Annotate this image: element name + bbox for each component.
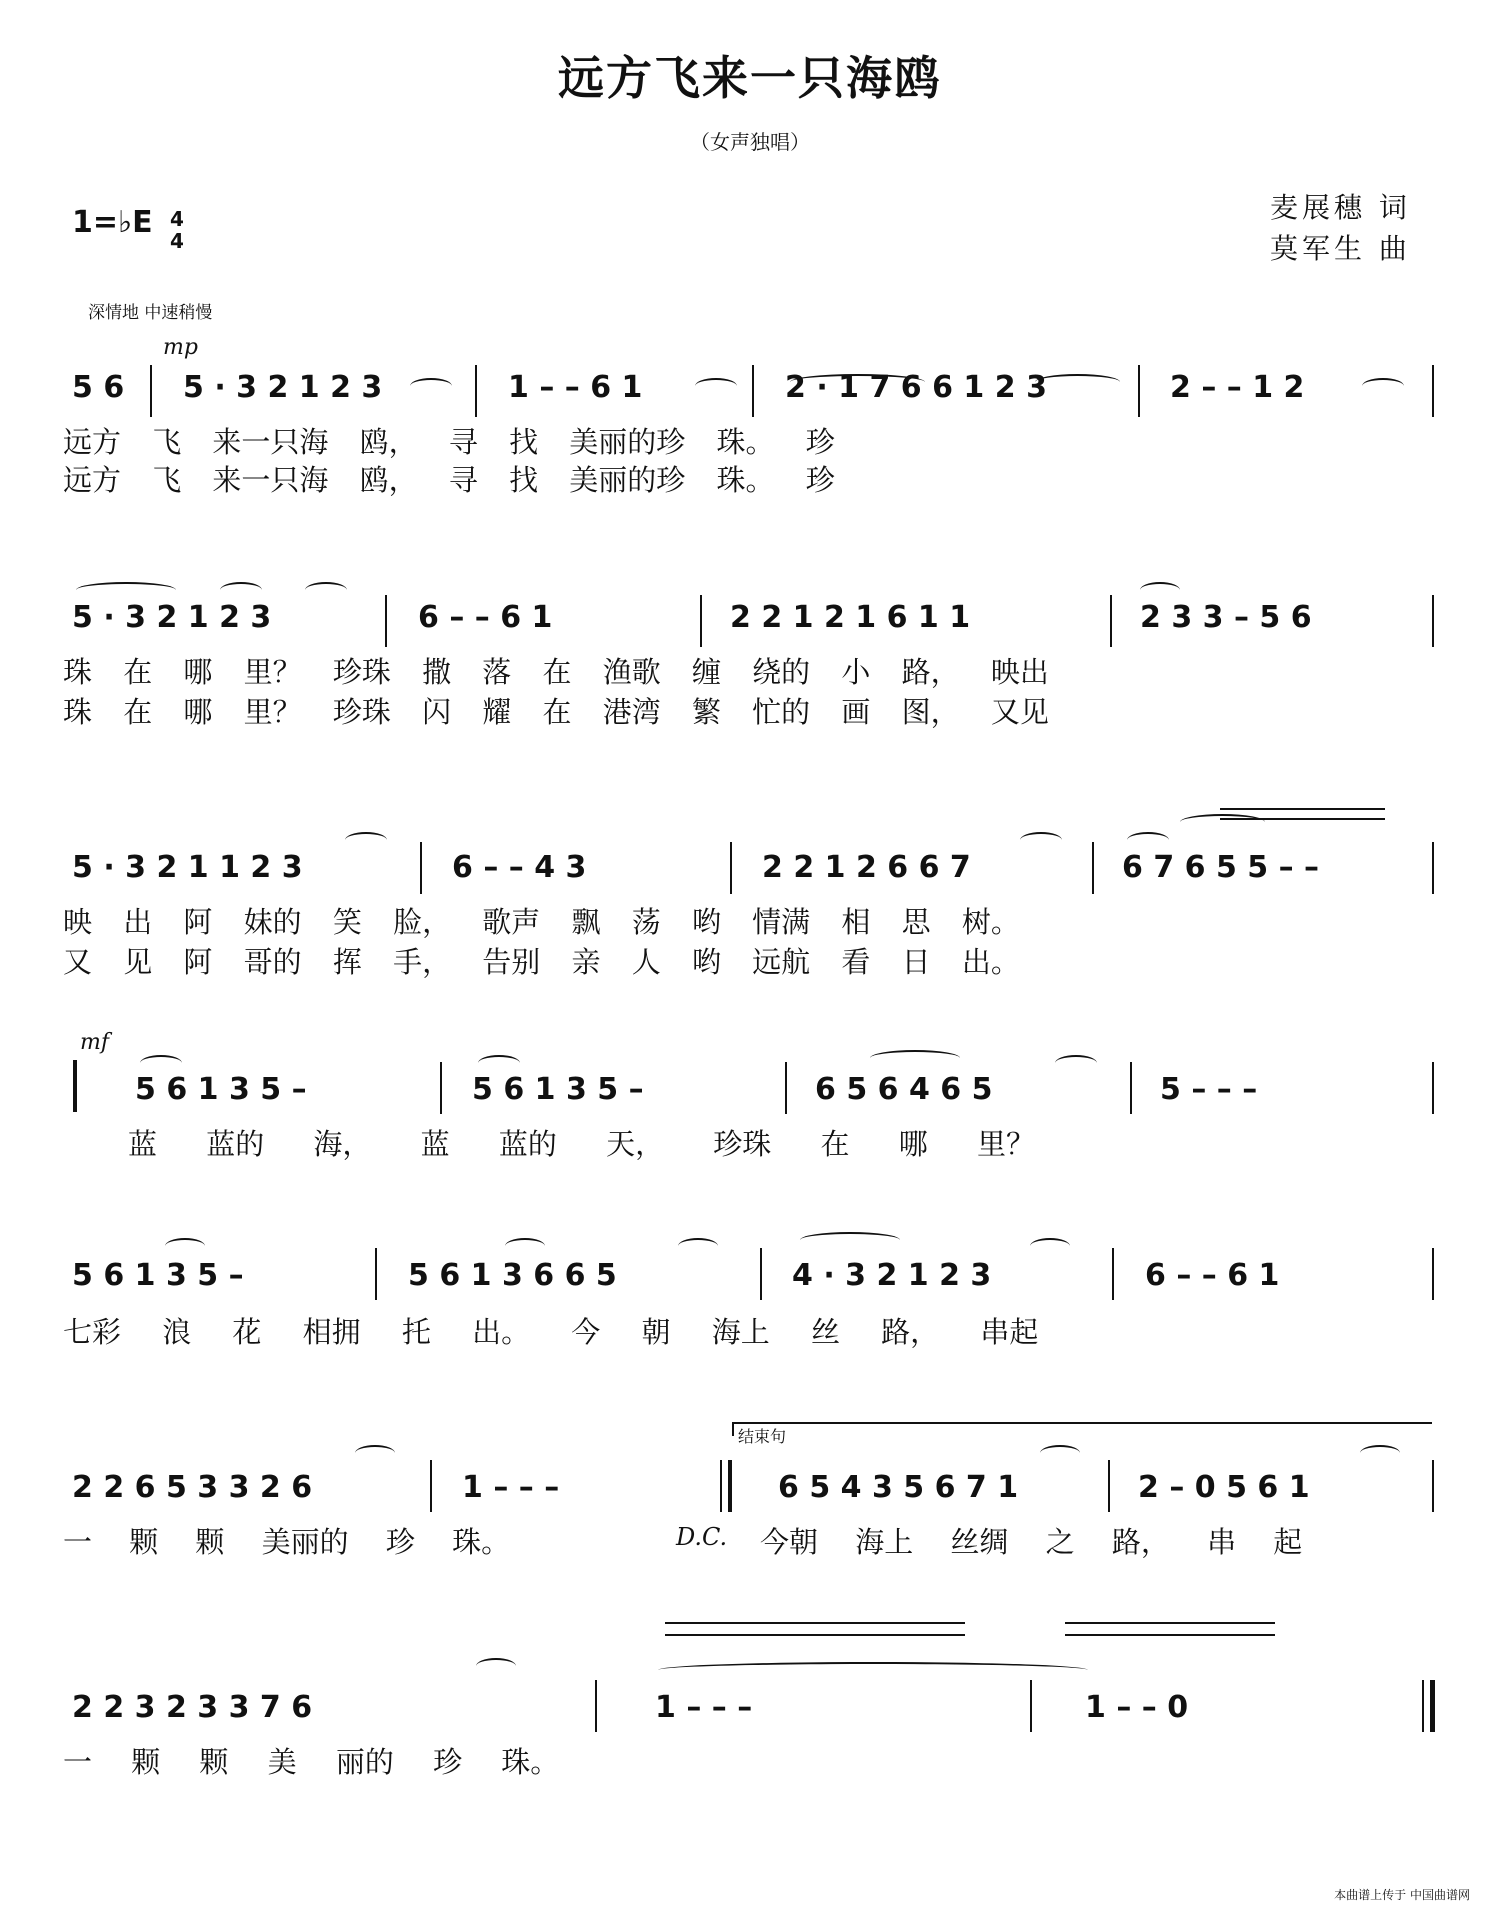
notes-measure: 2 2 6 5 3 3 2 6: [72, 1470, 313, 1505]
bar-line: [1432, 842, 1434, 894]
slur: [165, 1238, 205, 1254]
repeat-start-bar: [73, 1060, 77, 1112]
lyrics-verse-2: 远方 飞 来一只海 鸥， 寻 找 美丽的珍 珠。 珍: [63, 463, 835, 497]
final-bar-thick: [1430, 1680, 1435, 1732]
slur: [1360, 1445, 1400, 1461]
dynamic-mf: mf: [80, 1030, 110, 1055]
bar-line: [595, 1680, 597, 1732]
slur: [345, 832, 387, 848]
bar-line: [760, 1248, 762, 1300]
bar-line: [700, 595, 702, 647]
lyrics-verse-1: 珠 在 哪 里？ 珍珠 撒 落 在 渔歌 缠 绕的 小 路， 映出: [63, 655, 1049, 689]
notes-measure: 2 – 0 5 6 1: [1138, 1470, 1310, 1505]
notes-measure: 5 6 1 3 5 –: [135, 1072, 307, 1107]
tie: [658, 1662, 1088, 1678]
bar-line: [375, 1248, 377, 1300]
bar-line: [1432, 1062, 1434, 1114]
bar-line: [475, 365, 477, 417]
notes-measure: 6 5 4 3 5 6 7 1: [778, 1470, 1019, 1505]
slur: [505, 1238, 545, 1254]
notes-measure: 5 6: [72, 370, 125, 405]
notes-measure: 5 6 1 3 5 –: [72, 1258, 244, 1293]
repeat-end-bar-thin: [720, 1460, 722, 1512]
notes-measure: 5 – – –: [1160, 1072, 1258, 1107]
notes-measure: 5 · 3 2 1 2 3: [72, 600, 272, 635]
bar-line: [785, 1062, 787, 1114]
decrescendo-hairpin: [1065, 1634, 1275, 1637]
slur: [1180, 814, 1265, 830]
da-capo-marking: D.C.: [676, 1523, 728, 1551]
notes-measure: 1 – – –: [655, 1690, 753, 1725]
notes-measure: 5 · 3 2 1 1 2 3: [72, 850, 303, 885]
bar-line: [1432, 1460, 1434, 1512]
bar-line: [430, 1460, 432, 1512]
notes-measure: 5 · 3 2 1 2 3: [183, 370, 383, 405]
lyrics-verse-1: 一 颗 颗 美 丽的 珍 珠。: [63, 1745, 560, 1779]
footer-watermark: 本曲谱上传于 中国曲谱网: [1334, 1888, 1470, 1902]
slur: [1055, 1055, 1097, 1071]
bar-line: [1108, 1460, 1110, 1512]
lyricist-credit: 麦展穗 词: [1270, 191, 1411, 224]
slur: [870, 1050, 960, 1066]
slur: [76, 582, 176, 598]
slur: [1362, 378, 1404, 394]
bar-line: [150, 365, 152, 417]
lyrics-verse-1: 七彩 浪 花 相拥 托 出。 今 朝 海上 丝 路， 串起: [63, 1315, 1039, 1349]
notes-measure: 2 – – 1 2: [1170, 370, 1305, 405]
bar-line: [385, 595, 387, 647]
slur: [1020, 832, 1062, 848]
notes-measure: 1 – – 6 1: [508, 370, 643, 405]
ending-label: 结束句: [738, 1427, 787, 1446]
time-signature-top: 4: [170, 207, 184, 231]
notes-measure: 4 · 3 2 1 2 3: [792, 1258, 992, 1293]
subtitle: （女声独唱）: [690, 130, 810, 154]
bar-line: [1432, 595, 1434, 647]
bar-line: [1130, 1062, 1132, 1114]
notes-measure: 2 2 3 2 3 3 7 6: [72, 1690, 313, 1725]
repeat-end-bar: [728, 1460, 732, 1512]
slur: [355, 1445, 395, 1461]
lyrics-verse-1: 映 出 阿 妹的 笑 脸， 歌声 飘 荡 哟 情满 相 思 树。: [63, 905, 1020, 939]
crescendo-hairpin: [1220, 818, 1385, 821]
slur: [410, 378, 452, 394]
lyrics-ending: 今朝 海上 丝绸 之 路， 串 起: [760, 1525, 1303, 1559]
ending-bracket-hook: [732, 1422, 734, 1436]
notes-measure: 1 – – –: [462, 1470, 560, 1505]
lyrics-verse-1: 一 颗 颗 美丽的 珍 珠。: [63, 1525, 511, 1559]
notes-measure: 6 5 6 4 6 5: [815, 1072, 993, 1107]
slur: [695, 378, 737, 394]
slur: [1127, 832, 1169, 848]
key-signature: 1=♭E: [72, 205, 153, 240]
time-signature: [170, 208, 184, 252]
composer-credit: 莫军生 曲: [1270, 232, 1411, 265]
bar-line: [1092, 842, 1094, 894]
slur: [478, 1055, 520, 1071]
slur: [1040, 1445, 1080, 1461]
lyrics-verse-2: 珠 在 哪 里？ 珍珠 闪 耀 在 港湾 繁 忙的 画 图， 又见: [63, 695, 1049, 729]
bar-line: [1432, 365, 1434, 417]
bar-line: [1432, 1248, 1434, 1300]
final-bar-thin: [1422, 1680, 1424, 1732]
notes-measure: 1 – – 0: [1085, 1690, 1189, 1725]
bar-line: [420, 842, 422, 894]
ending-bracket: [732, 1422, 1432, 1425]
notes-measure: 2 · 1 7 6 6 1 2 3: [785, 370, 1047, 405]
decrescendo-hairpin: [1065, 1622, 1275, 1625]
notes-measure: 6 – – 6 1: [1145, 1258, 1280, 1293]
notes-measure: 6 – – 4 3: [452, 850, 587, 885]
notes-measure: 5 6 1 3 5 –: [472, 1072, 644, 1107]
bar-line: [1110, 595, 1112, 647]
bar-line: [1030, 1680, 1032, 1732]
slur: [220, 582, 262, 598]
notes-measure: 2 2 1 2 1 6 1 1: [730, 600, 971, 635]
bar-line: [1138, 365, 1140, 417]
tempo-marking: 深情地 中速稍慢: [88, 303, 213, 323]
page-title: 远方飞来一只海鸥: [558, 51, 942, 105]
decrescendo-hairpin: [665, 1622, 965, 1625]
slur: [305, 582, 347, 598]
lyrics-verse-1: 远方 飞 来一只海 鸥， 寻 找 美丽的珍 珠。 珍: [63, 425, 835, 459]
fermata: [476, 1658, 516, 1674]
time-signature-bottom: 4: [170, 229, 184, 253]
slur: [1030, 1238, 1070, 1254]
notes-measure: 2 2 1 2 6 6 7: [762, 850, 971, 885]
bar-line: [440, 1062, 442, 1114]
crescendo-hairpin: [1220, 808, 1385, 811]
notes-measure: 6 – – 6 1: [418, 600, 553, 635]
notes-measure: 6 7 6 5 5 – –: [1122, 850, 1320, 885]
slur: [1140, 582, 1180, 598]
bar-line: [730, 842, 732, 894]
decrescendo-hairpin: [665, 1634, 965, 1637]
dynamic-mp: mp: [163, 335, 198, 360]
bar-line: [1112, 1248, 1114, 1300]
notes-measure: 2 3 3 – 5 6: [1140, 600, 1312, 635]
lyrics-verse-1: 蓝 蓝的 海， 蓝 蓝的 天， 珍珠 在 哪 里？: [128, 1127, 1035, 1161]
slur: [140, 1055, 182, 1071]
lyrics-verse-2: 又 见 阿 哥的 挥 手， 告别 亲 人 哟 远航 看 日 出。: [63, 945, 1020, 979]
slur: [678, 1238, 718, 1254]
notes-measure: 5 6 1 3 6 6 5: [408, 1258, 617, 1293]
slur: [800, 1232, 900, 1248]
bar-line: [752, 365, 754, 417]
slur: [1035, 374, 1120, 390]
